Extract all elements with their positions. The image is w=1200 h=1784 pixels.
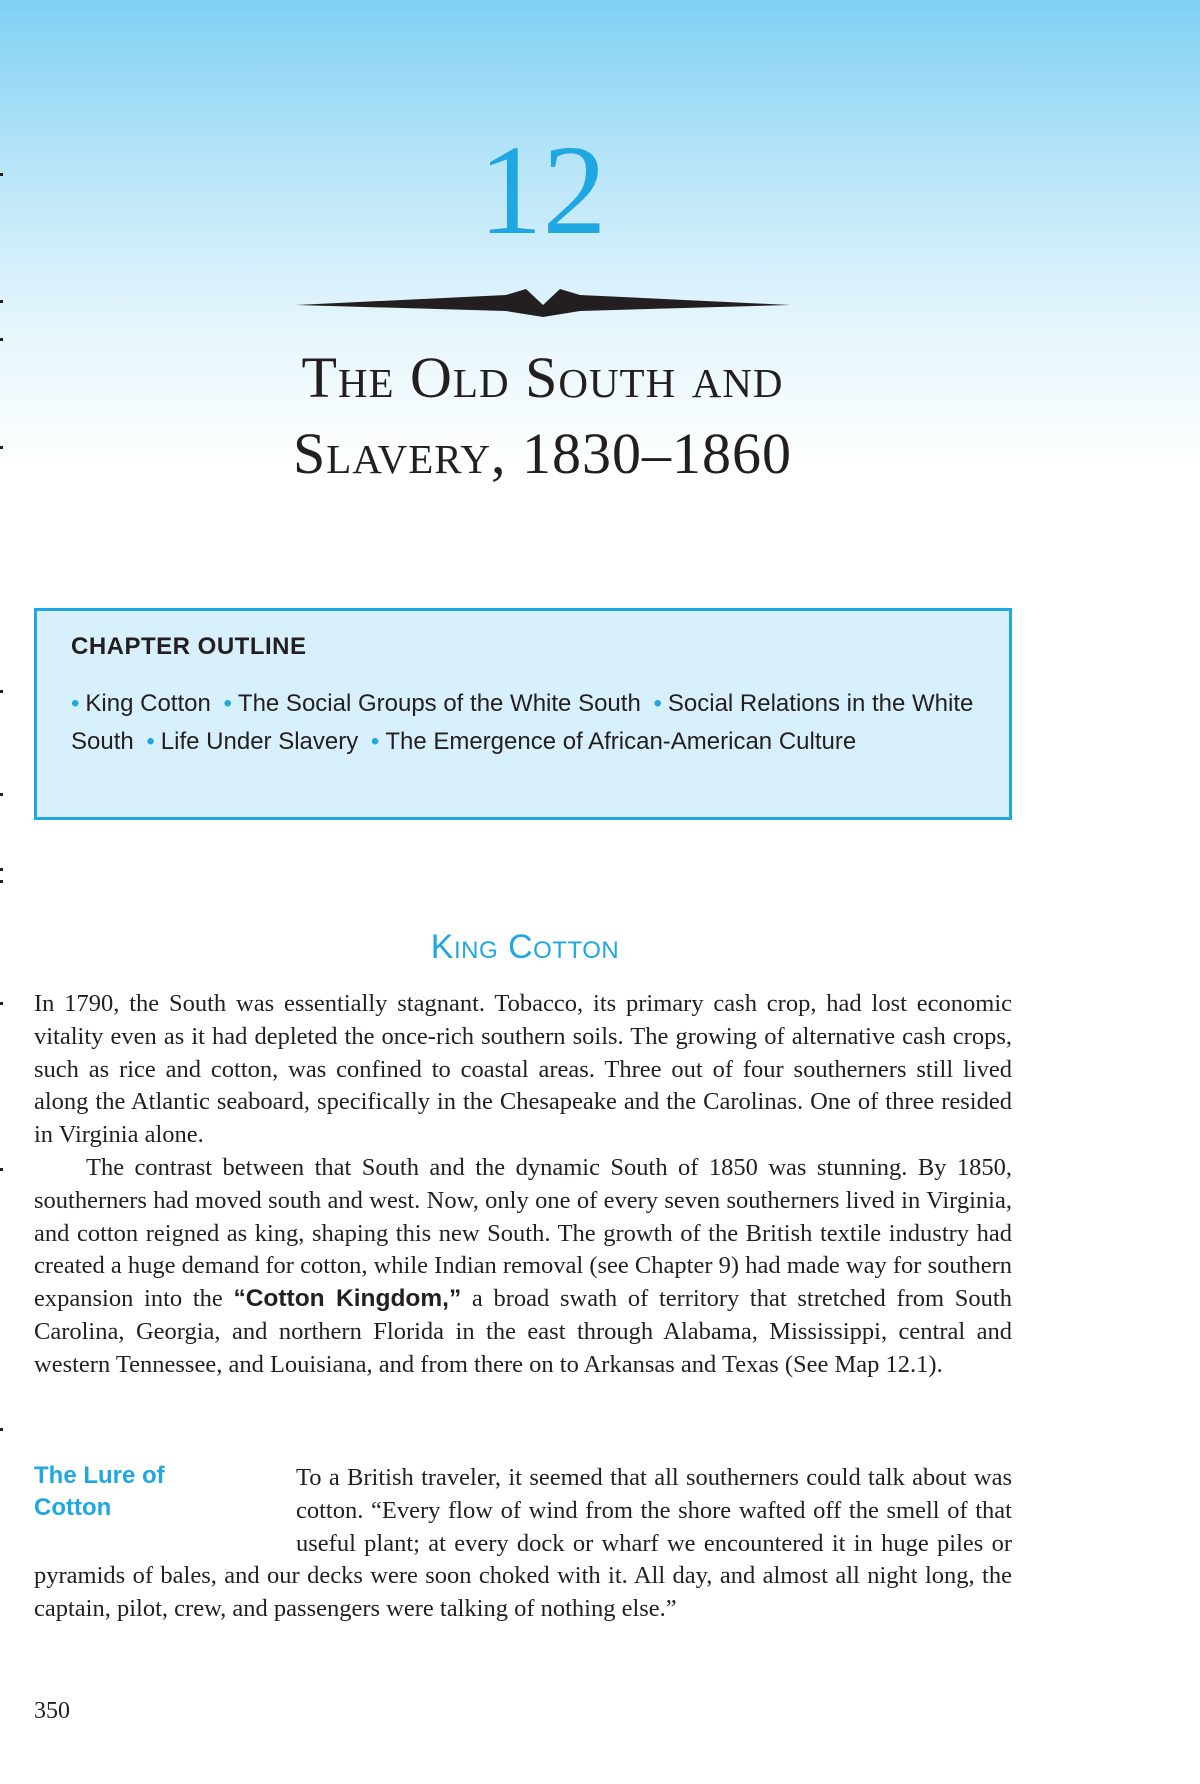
outline-item: Life Under Slavery — [160, 728, 359, 755]
section-heading: King Cotton — [430, 928, 620, 966]
margin-tick — [0, 793, 3, 796]
chapter-number: 12 — [478, 119, 607, 261]
chapter-title-line-2: Slavery, 1830–1860 — [293, 421, 792, 486]
bullet-icon: • — [223, 690, 232, 717]
bullet-icon: • — [370, 728, 380, 755]
margin-tick — [0, 690, 3, 693]
body-paragraph-1: In 1790, the South was essentially stagnant. Tobacco, its primary cash crop, had lost economic vitality even as it had depleted the once-rich southern soils. The growing of alternative cash crops, such as rice and cotton, was confined to coastal areas. Three out of four southerners still lived along the Atlantic seaboard, specifically in the Chesapeake and the Carolinas. One of three resided in Virginia alone. — [34, 990, 1012, 1149]
outline-item: The Emergence of African-American Culture — [385, 728, 857, 755]
chapter-outline-box — [34, 608, 1012, 820]
outline-heading: CHAPTER OUTLINE — [71, 633, 307, 660]
outline-item: The Social Groups of the White South — [237, 690, 641, 717]
bullet-icon: • — [653, 690, 662, 717]
key-term-cotton-kingdom: “Cotton Kingdom,” — [233, 1285, 462, 1313]
title-ornament — [296, 288, 790, 322]
side-heading-spacer — [34, 1462, 296, 1558]
outline-list — [71, 685, 979, 761]
bullet-icon: • — [146, 728, 155, 755]
margin-tick — [0, 868, 3, 871]
paragraph-3-text: To a British traveler, it seemed that all southerners could talk about was cotton. “Every flow of wind from the shore wafted off the smell of that useful plant; at every dock or wharf we encountered it in huge piles or pyramids of bales, and our decks were soon choked with it. All day, and almost all night long, the captain, pilot, crew, and passengers were talking of nothing else.” — [34, 1464, 1012, 1623]
outline-item: King Cotton — [85, 690, 211, 717]
margin-tick — [0, 300, 3, 303]
body-paragraph-2 — [34, 1152, 1012, 1382]
chapter-title-line-1: The Old South and — [301, 345, 784, 410]
margin-tick — [0, 880, 3, 883]
paragraph-2-text-a: The contrast between that South and the dynamic South of 1850 was stunning. By 1850, southerners had moved south and west. Now, only one of every seven southerners lived in Virginia, and cotton reigned as king, shaping this new South. The growth of the British textile industry had created a huge demand for cotton, while Indian removal (see Chapter 9) had made way for southern expansion into the — [34, 1154, 1012, 1313]
margin-tick — [0, 1168, 3, 1171]
page-number: 350 — [34, 1698, 70, 1724]
margin-tick — [0, 1428, 3, 1431]
side-heading: The Lure of Cotton — [34, 1462, 165, 1521]
bullet-icon: • — [71, 690, 80, 717]
body-paragraph-3 — [34, 1462, 1012, 1626]
paragraph-2-text-b: a broad swath of territory that stretched from South Carolina, Georgia, and northern Florida in the east through Alabama, Mississippi, central and western Tennessee, and Louisiana, and from there on to Arkansas and Texas (See Map 12.1). — [34, 1285, 1012, 1378]
margin-tick — [0, 1002, 3, 1005]
outline-item: Social Relations in the White South — [71, 690, 974, 755]
chapter-title — [0, 340, 1085, 492]
